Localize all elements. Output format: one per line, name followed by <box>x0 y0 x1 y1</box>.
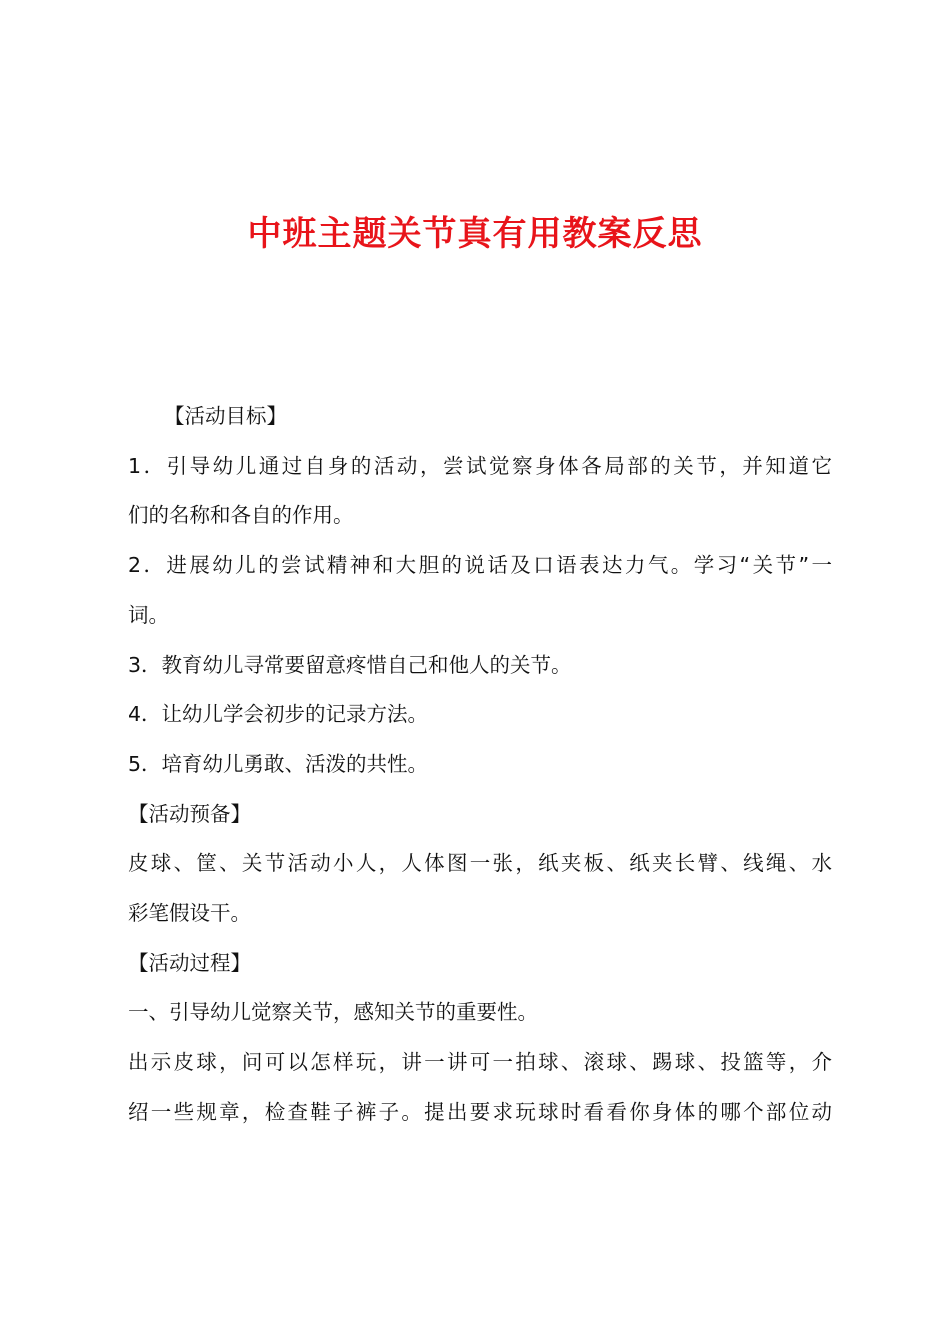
paragraph-line: 绍一些规章，检查鞋子裤子。提出要求玩球时看看你身体的哪个部位动 <box>128 1099 832 1124</box>
paragraph-line: 4．让幼儿学会初步的记录方法。 <box>128 702 429 727</box>
section-heading-goals: 【活动目标】 <box>164 404 287 428</box>
paragraph-line: 3．教育幼儿寻常要留意疼惜自己和他人的关节。 <box>128 652 572 677</box>
document-body <box>128 392 832 1138</box>
paragraph-line: 5．培育幼儿勇敢、活泼的共性。 <box>128 751 429 776</box>
paragraph-line: 皮球、筐、关节活动小人，人体图一张，纸夹板、纸夹长臂、线绳、水 <box>128 851 832 876</box>
paragraph-line: 们的名称和各自的作用。 <box>128 503 354 528</box>
section-heading-preparation: 【活动预备】 <box>128 801 251 826</box>
paragraph-line: 彩笔假设干。 <box>128 901 251 926</box>
paragraph-line: 词。 <box>128 602 169 627</box>
paragraph-line: 1．引导幼儿通过自身的活动，尝试觉察身体各局部的关节，并知道它 <box>128 453 832 478</box>
document-title: 中班主题关节真有用教案反思 <box>247 214 703 254</box>
paragraph-line: 出示皮球，问可以怎样玩，讲一讲可一拍球、滚球、踢球、投篮等，介 <box>128 1050 832 1075</box>
section-heading-process: 【活动过程】 <box>128 950 251 975</box>
paragraph-line: 一、引导幼儿觉察关节，感知关节的重要性。 <box>128 1000 538 1025</box>
paragraph-line: 2．进展幼儿的尝试精神和大胆的说话及口语表达力气。学习“关节”一 <box>128 553 832 578</box>
